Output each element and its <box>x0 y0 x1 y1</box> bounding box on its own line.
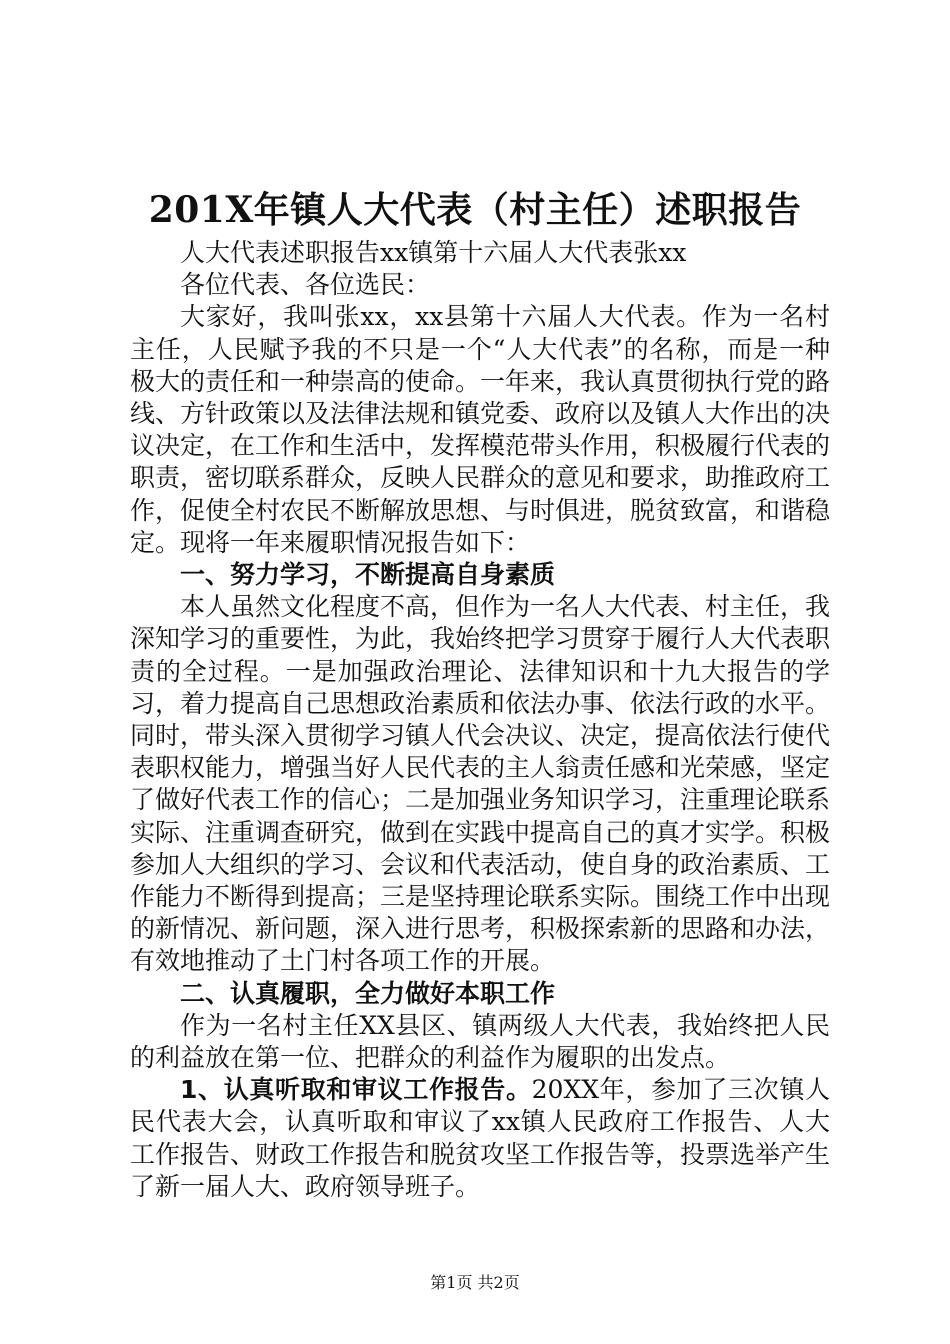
item1-paragraph <box>130 1074 830 1203</box>
document-title: 201X年镇人大代表（村主任）述职报告 <box>148 189 802 231</box>
subtitle-line: 人大代表述职报告xx镇第十六届人大代表张xx <box>180 238 687 267</box>
document-body <box>130 237 830 1203</box>
item1-lead: 1、认真听取和审议工作报告。 <box>180 1075 532 1105</box>
intro-paragraph: 大家好，我叫张xx，xx县第十六届人大代表。作为一名村主任，人民赋予我的不只是一个“人大代表”的名称，而是一种极大的责任和一种崇高的使命。一年来，我认真贯彻执行党的路线、方针政策以及法律法规和镇党委、政府以及镇人大作出的决议决定，在工作和生活中，发挥模范带头作用，积极履行代表的职责，密切联系群众，反映人民群众的意见和要求，助推政府工作，促使全村农民不断解放思想、与时俱进，脱贫致富，和谐稳定。现将一年来履职情况报告如下： <box>130 302 831 557</box>
page-footer: 第1页 共2页 <box>430 1273 520 1292</box>
section1-heading: 一、努力学习，不断提高自身素质 <box>180 560 556 590</box>
item1-text: 20XX年，参加了三次镇人民代表大会，认真听取和审议了xx镇人民政府工作报告、人大工作报告、财政工作报告和脱贫攻坚工作报告等，投票选举产生了新一届人大、政府领导班子。 <box>130 1075 831 1201</box>
section1-paragraph: 本人虽然文化程度不高，但作为一名人大代表、村主任，我深知学习的重要性，为此，我始终把学习贯穿于履行人大代表职责的全过程。一是加强政治理论、法律知识和十九大报告的学习，着力提高自己思想政治素质和依法办事、依法行政的水平。同时，带头深入贯彻学习镇人代会决议、决定，提高依法行使代表职权能力，增强当好人民代表的主人翁责任感和光荣感，坚定了做好代表工作的信心；二是加强业务知识学习，注重理论联系实际、注重调查研究，做到在实践中提高自己的真才实学。积极参加人大组织的学习、会议和代表活动，使自身的政治素质、工作能力不断得到提高；三是坚持理论联系实际。围绕工作中出现的新情况、新问题，深入进行思考，积极探索新的思路和办法，有效地推动了土门村各项工作的开展。 <box>130 592 831 976</box>
section2-paragraph: 作为一名村主任XX县区、镇两级人大代表，我始终把人民的利益放在第一位、把群众的利益作为履职的出发点。 <box>130 1010 830 1073</box>
section2-heading: 二、认真履职，全力做好本职工作 <box>180 978 556 1008</box>
salutation: 各位代表、各位选民： <box>180 270 431 300</box>
